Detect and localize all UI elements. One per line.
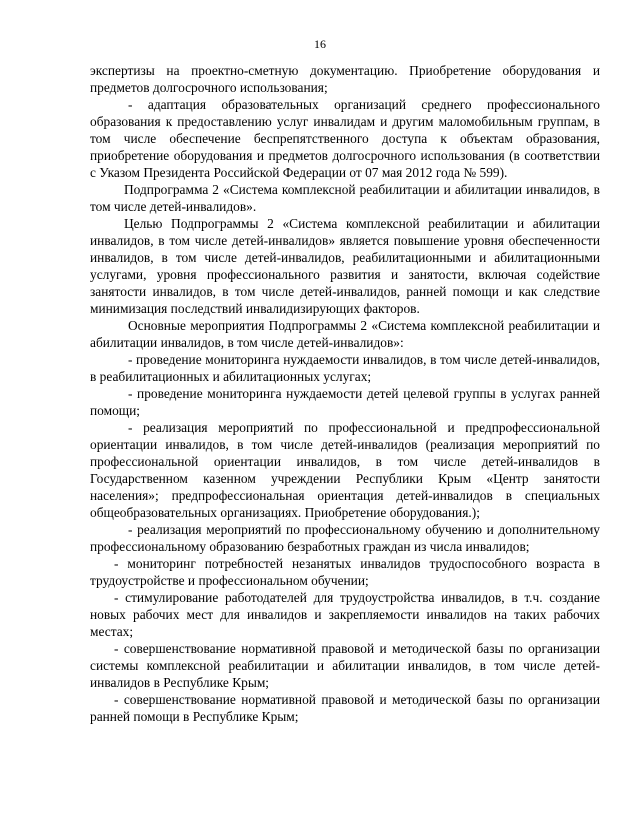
list-item: - стимулирование работодателей для трудоустройства инвалидов, в т.ч. создание новых рабочих мест для инвалидов и закрепляемости инвалидов на таких рабочих местах; xyxy=(90,590,600,639)
list-item: - совершенствование нормативной правовой и методической базы по организации системы комплексной реабилитации и абилитации инвалидов, в том числе детей-инвалидов в Республике Крым; xyxy=(90,641,600,690)
document-body xyxy=(90,62,600,725)
page-number: 16 xyxy=(314,37,326,51)
paragraph: экспертизы на проектно-сметную документацию. Приобретение оборудования и предметов долгосрочного использования; xyxy=(90,63,600,95)
list-item: - реализация мероприятий по профессиональной и предпрофессиональной ориентации инвалидов, в том числе детей-инвалидов (реализация мероприятий по профессиональной ориентации инвалидов, в том числе детей-инвалидов в Государственном казенном учреждении Республики Крым «Центр занятости населения»; предпрофессиональная ориентация детей-инвалидов в специальных общеобразовательных организациях. Приобретение оборудования.); xyxy=(90,420,600,520)
list-item: - проведение мониторинга нуждаемости детей целевой группы в услугах ранней помощи; xyxy=(90,386,600,418)
paragraph: Основные мероприятия Подпрограммы 2 «Система комплексной реабилитации и абилитации инвалидов, в том числе детей-инвалидов»: xyxy=(90,318,600,350)
list-item: - совершенствование нормативной правовой и методической базы по организации ранней помощи в Республике Крым; xyxy=(90,692,600,724)
list-item: - мониторинг потребностей незанятых инвалидов трудоспособного возраста в трудоустройстве и профессиональном обучении; xyxy=(90,556,600,588)
paragraph: Подпрограмма 2 «Система комплексной реабилитации и абилитации инвалидов, в том числе детей-инвалидов». xyxy=(90,182,600,214)
list-item: - реализация мероприятий по профессиональному обучению и дополнительному профессиональному образованию безработных граждан из числа инвалидов; xyxy=(90,522,600,554)
list-item: - проведение мониторинга нуждаемости инвалидов, в том числе детей-инвалидов, в реабилитационных и абилитационных услугах; xyxy=(90,352,600,384)
paragraph: Целью Подпрограммы 2 «Система комплексной реабилитации и абилитации инвалидов, в том числе детей-инвалидов» является повышение уровня обеспеченности инвалидов, в том числе детей-инвалидов, реабилитационными и абилитационными услугами, уровня профессионального развития и занятости, включая содействие занятости инвалидов, в том числе детей-инвалидов, ранней помощи и как следствие минимизация последствий инвалидизирующих факторов. xyxy=(90,216,600,316)
paragraph: - адаптация образовательных организаций среднего профессионального образования к предоставлению услуг инвалидам и другим маломобильным группам, в том числе обеспечение беспрепятственного доступа к объектам образования, приобретение оборудования и предметов долгосрочного использования (в соответствии с Указом Президента Российской Федерации от 07 мая 2012 года № 599). xyxy=(90,97,600,180)
